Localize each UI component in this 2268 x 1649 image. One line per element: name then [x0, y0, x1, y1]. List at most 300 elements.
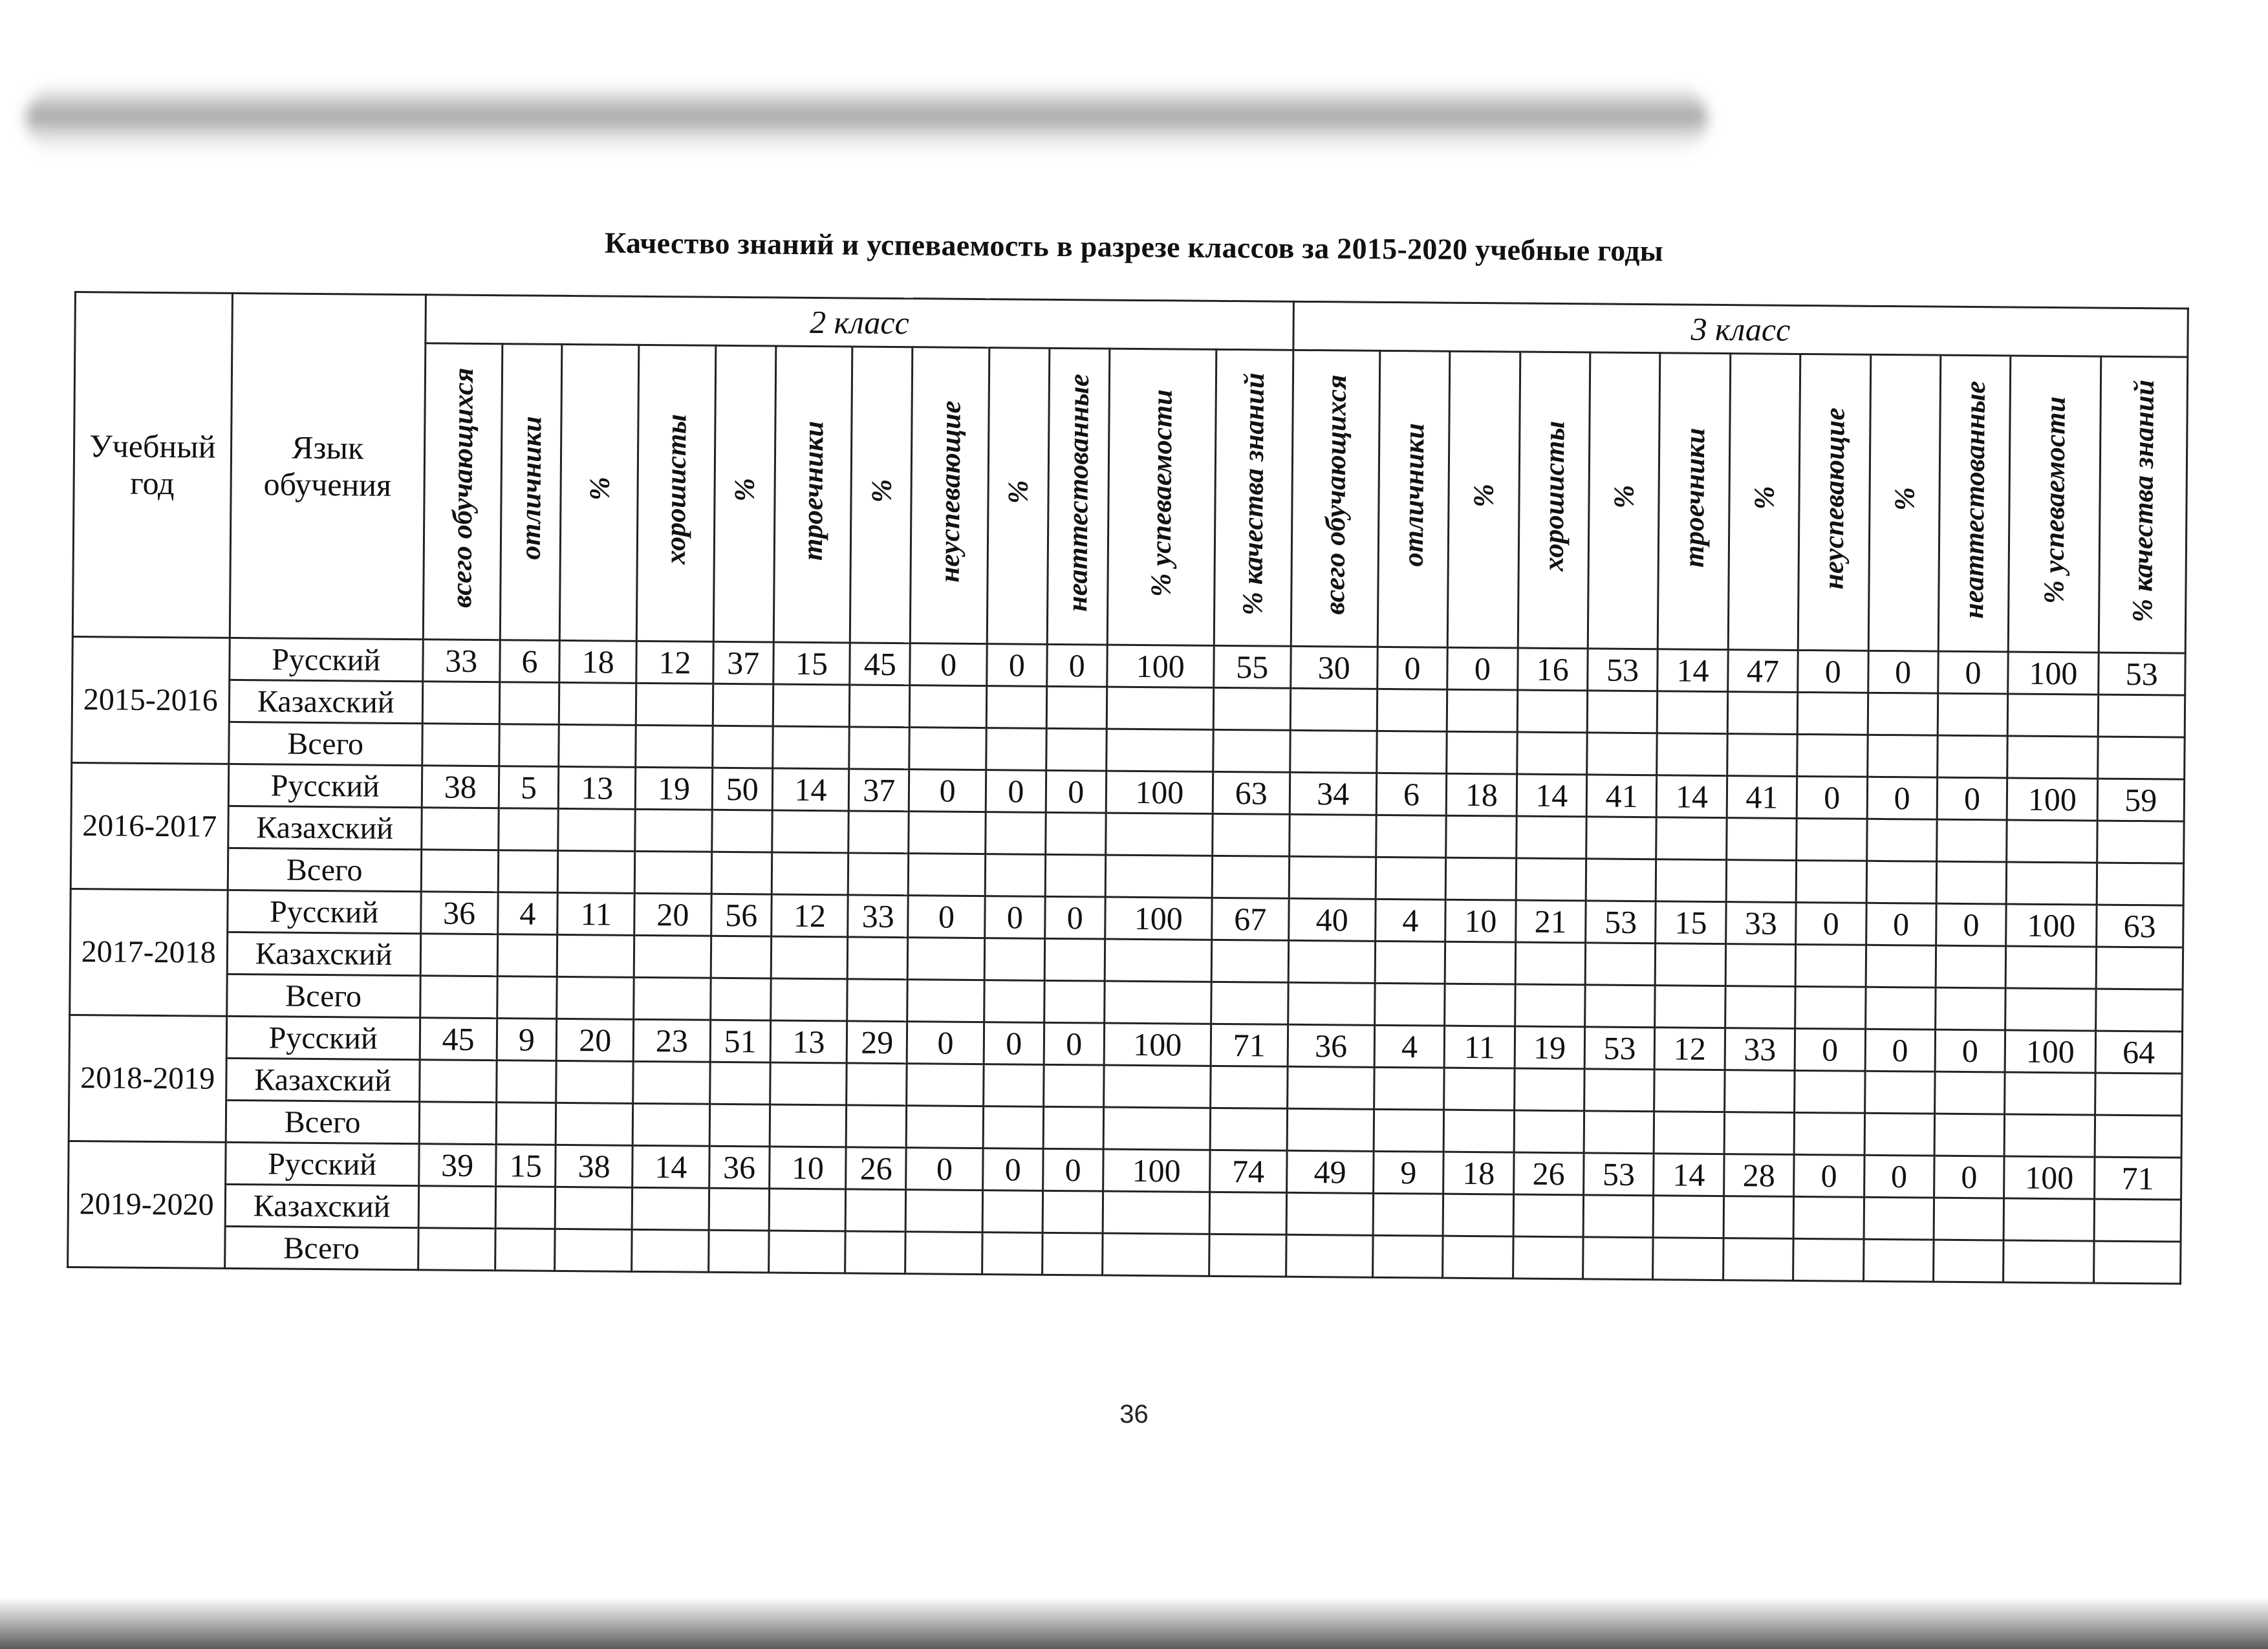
value-cell [1934, 1072, 2005, 1114]
value-cell [2004, 1114, 2095, 1157]
value-cell: 19 [635, 767, 712, 810]
value-cell [1447, 689, 1517, 732]
value-cell [420, 976, 497, 1018]
value-cell [773, 684, 850, 727]
value-cell [847, 1063, 907, 1106]
value-cell [1516, 816, 1586, 859]
metric-label: % качества знаний [2126, 379, 2160, 623]
value-cell [1726, 818, 1797, 861]
value-cell [2003, 1240, 2094, 1283]
value-cell [709, 1104, 770, 1147]
value-cell: 12 [771, 894, 848, 937]
value-cell: 56 [711, 894, 772, 936]
metric-label: % [1002, 480, 1035, 504]
metric-label: хорошисты [1537, 421, 1571, 572]
value-cell: 74 [1210, 1150, 1287, 1192]
value-cell [1868, 693, 1938, 735]
value-cell: 100 [1106, 771, 1213, 814]
page-number: 36 [1119, 1400, 1149, 1428]
value-cell [983, 1106, 1043, 1149]
value-cell [636, 725, 713, 768]
value-cell: 0 [908, 896, 985, 938]
value-cell: 14 [772, 768, 849, 811]
header-class3-metric-11 [2099, 356, 2188, 653]
value-cell [1376, 815, 1447, 857]
value-cell: 0 [906, 1148, 983, 1191]
value-cell [498, 808, 558, 851]
value-cell: 33 [1725, 902, 1796, 945]
value-cell [2005, 988, 2096, 1031]
value-cell [2095, 1073, 2182, 1116]
value-cell [1583, 1195, 1654, 1238]
value-cell [1937, 819, 2007, 862]
value-cell [422, 724, 499, 766]
value-cell: 0 [1447, 647, 1518, 690]
value-cell [1653, 1196, 1723, 1238]
value-cell [557, 934, 634, 977]
value-cell: 29 [847, 1021, 907, 1064]
value-cell [422, 808, 499, 850]
header-class2-metric-6 [850, 347, 913, 643]
value-cell: 38 [556, 1145, 632, 1187]
value-cell: 9 [497, 1018, 557, 1061]
header-class-3: 3 класс [1293, 301, 2188, 357]
value-cell [1797, 818, 1867, 861]
value-cell: 64 [2095, 1031, 2183, 1073]
header-class3-metric-0 [1291, 350, 1380, 647]
value-cell [1210, 1108, 1287, 1150]
value-cell: 63 [1213, 771, 1290, 814]
value-cell [1443, 1236, 1513, 1278]
value-cell [559, 682, 636, 725]
value-cell [1514, 1110, 1584, 1153]
value-cell [905, 1190, 982, 1233]
value-cell: 0 [1934, 1156, 2004, 1198]
value-cell [496, 1103, 556, 1145]
value-cell [1514, 1068, 1584, 1111]
value-cell [1105, 939, 1212, 982]
value-cell [1290, 730, 1377, 773]
value-cell [1447, 731, 1517, 774]
year-cell: 2019-2020 [68, 1141, 226, 1268]
value-cell [1444, 1068, 1515, 1110]
value-cell [1656, 817, 1727, 860]
value-cell: 0 [1796, 902, 1866, 945]
value-cell: 10 [1445, 900, 1516, 942]
header-class3-metric-4 [1588, 352, 1660, 649]
value-cell [1374, 1067, 1444, 1110]
header-row-classes [75, 292, 2188, 358]
scan-shadow-bottom [0, 1597, 2268, 1649]
value-cell [1106, 729, 1213, 771]
header-class3-metric-6 [1728, 354, 1800, 651]
metric-label: % [865, 479, 898, 503]
value-cell [1725, 944, 1796, 987]
value-cell: 26 [846, 1147, 906, 1190]
value-cell [909, 727, 986, 770]
value-cell: 53 [1586, 901, 1656, 943]
header-class2-metric-3 [636, 345, 715, 641]
value-cell: 63 [2096, 905, 2183, 947]
metric-label: всего обучающихся [446, 367, 480, 608]
value-cell [1213, 729, 1290, 772]
value-cell [634, 851, 711, 894]
value-cell [910, 685, 987, 728]
value-cell [2005, 946, 2096, 989]
value-cell: 33 [848, 895, 908, 938]
value-cell: 14 [632, 1145, 709, 1188]
value-cell [1726, 860, 1797, 903]
value-cell [1046, 686, 1107, 729]
value-cell [713, 684, 773, 726]
metric-label: % [1748, 486, 1780, 510]
value-cell: 0 [986, 770, 1046, 813]
value-cell: 0 [985, 896, 1045, 939]
value-cell [1513, 1236, 1583, 1279]
value-cell [1286, 1234, 1373, 1277]
value-cell: 67 [1212, 898, 1289, 940]
value-cell [986, 686, 1046, 729]
value-cell [770, 1062, 847, 1105]
value-cell [1102, 1233, 1209, 1276]
value-cell: 71 [2094, 1157, 2181, 1200]
value-cell [1934, 1114, 2005, 1156]
value-cell: 40 [1288, 898, 1376, 941]
value-cell [418, 1186, 495, 1229]
value-cell: 15 [1656, 901, 1726, 944]
value-cell [709, 1062, 770, 1105]
value-cell [1864, 1197, 1934, 1240]
value-cell: 51 [710, 1020, 770, 1062]
value-cell [419, 1102, 496, 1145]
value-cell [772, 726, 849, 769]
value-cell: 53 [1584, 1153, 1654, 1196]
value-cell [1289, 856, 1376, 899]
value-cell [2097, 863, 2184, 905]
value-cell [558, 850, 635, 893]
value-cell: 14 [1517, 774, 1587, 817]
year-cell: 2017-2018 [70, 889, 228, 1016]
value-cell: 0 [1798, 650, 1868, 693]
header-class2-metric-10 [1107, 349, 1216, 645]
value-cell [1515, 942, 1586, 985]
value-cell [2094, 1199, 2181, 1242]
value-cell: 18 [559, 640, 636, 683]
value-cell: 41 [1727, 776, 1797, 819]
value-cell: 0 [1938, 651, 2009, 694]
value-cell [2007, 694, 2098, 737]
header-class-2: 2 класс [426, 295, 1293, 350]
value-cell [1103, 1107, 1211, 1150]
header-class2-metric-5 [773, 346, 852, 643]
value-cell: 21 [1515, 900, 1586, 943]
value-cell: 15 [773, 642, 850, 685]
value-cell [495, 1229, 555, 1271]
value-cell: 12 [636, 641, 713, 684]
value-cell [1046, 812, 1106, 855]
value-cell [1377, 731, 1447, 773]
value-cell [1658, 691, 1728, 734]
value-cell [1656, 859, 1727, 902]
value-cell [1443, 1194, 1513, 1236]
value-cell [1042, 1233, 1102, 1275]
language-cell: Всего [228, 722, 422, 765]
value-cell [1103, 1191, 1210, 1234]
value-cell: 36 [421, 892, 498, 934]
value-cell [1445, 942, 1515, 984]
value-cell: 19 [1515, 1026, 1585, 1069]
value-cell [1656, 943, 1726, 986]
value-cell [632, 1229, 709, 1272]
value-cell: 0 [1795, 1028, 1865, 1071]
value-cell [771, 936, 848, 979]
value-cell [2096, 947, 2183, 989]
value-cell [1587, 691, 1658, 733]
value-cell [1866, 861, 1937, 903]
value-cell [712, 810, 772, 852]
value-cell: 33 [1725, 1028, 1795, 1071]
value-cell: 9 [1373, 1151, 1443, 1194]
value-cell [708, 1230, 768, 1273]
value-cell [1584, 1111, 1654, 1154]
value-cell [2093, 1241, 2181, 1284]
value-cell [1865, 987, 1936, 1029]
metric-label: % [728, 478, 761, 502]
value-cell [2005, 1072, 2095, 1115]
value-cell: 26 [1513, 1152, 1584, 1195]
value-cell: 0 [1044, 1022, 1104, 1065]
value-cell: 0 [1867, 777, 1938, 819]
value-cell [1797, 734, 1868, 777]
metric-label: % [583, 477, 616, 501]
value-cell [907, 980, 984, 1022]
value-cell [1517, 690, 1588, 733]
value-cell: 0 [1377, 647, 1448, 689]
value-cell [632, 1103, 709, 1146]
value-cell [1938, 735, 2008, 778]
value-cell [1375, 983, 1445, 1026]
language-cell: Русский [227, 890, 421, 933]
year-cell: 2018-2019 [69, 1015, 226, 1142]
value-cell: 13 [770, 1020, 847, 1063]
value-cell [907, 938, 984, 980]
value-cell [1797, 692, 1868, 735]
value-cell: 0 [1047, 644, 1107, 687]
value-cell: 20 [557, 1018, 634, 1061]
value-cell: 0 [1042, 1148, 1103, 1191]
value-cell: 0 [987, 644, 1047, 687]
value-cell [1377, 689, 1447, 731]
value-cell [499, 724, 559, 767]
header-class2-metric-2 [560, 344, 639, 641]
value-cell [711, 936, 771, 978]
value-cell: 33 [423, 640, 500, 682]
value-cell: 4 [497, 892, 557, 935]
value-cell: 10 [769, 1147, 846, 1189]
value-cell [1045, 854, 1105, 897]
value-cell [2095, 1115, 2182, 1158]
value-cell: 38 [422, 766, 499, 808]
year-cell: 2015-2016 [72, 636, 230, 764]
value-cell [1727, 692, 1798, 735]
value-cell: 14 [1658, 649, 1728, 692]
value-cell: 23 [633, 1019, 710, 1062]
value-cell [1107, 687, 1214, 729]
header-class3-metric-10 [2008, 356, 2101, 652]
language-cell: Всего [226, 974, 420, 1017]
value-cell [1209, 1234, 1286, 1277]
header-class3-metric-7 [1798, 354, 1870, 651]
value-cell [710, 978, 770, 1020]
value-cell [1287, 1066, 1374, 1109]
value-cell [1936, 945, 2006, 988]
value-cell: 45 [420, 1018, 497, 1061]
metric-label: % [1888, 487, 1921, 512]
value-cell [1723, 1196, 1794, 1239]
value-cell: 14 [1657, 775, 1727, 818]
language-cell: Всего [228, 848, 422, 891]
value-cell [1211, 982, 1288, 1024]
value-cell [907, 1064, 984, 1106]
value-cell [1795, 986, 1866, 1029]
language-cell: Казахский [225, 1184, 419, 1227]
value-cell: 53 [2098, 652, 2185, 695]
value-cell: 4 [1376, 899, 1446, 942]
table-body [68, 636, 2186, 1284]
value-cell [709, 1188, 769, 1231]
value-cell [848, 811, 909, 854]
value-cell [1657, 733, 1727, 776]
metric-label: неаттестованные [1958, 380, 1992, 619]
value-cell [1290, 688, 1377, 731]
value-cell [1212, 856, 1289, 898]
header-language: Язык обучения [230, 293, 426, 639]
value-cell [1288, 982, 1375, 1025]
value-cell [1044, 938, 1105, 981]
language-cell: Русский [228, 764, 422, 807]
value-cell [905, 1232, 982, 1275]
value-cell [1213, 687, 1290, 730]
metric-label: отличники [1397, 423, 1431, 567]
value-cell: 100 [2004, 1156, 2095, 1199]
value-cell [1044, 980, 1105, 1023]
value-cell [1445, 857, 1516, 900]
value-cell [635, 809, 712, 852]
metric-label: отличники [514, 416, 548, 561]
value-cell: 0 [1865, 1029, 1936, 1072]
value-cell: 14 [1654, 1154, 1724, 1196]
language-cell: Всего [224, 1226, 418, 1269]
metric-label: неаттестованные [1061, 373, 1096, 612]
value-cell [1864, 1071, 1935, 1114]
value-cell: 36 [1288, 1024, 1375, 1067]
header-year: Учебный год [72, 292, 232, 638]
value-cell: 6 [499, 640, 559, 683]
value-cell [986, 728, 1046, 771]
value-cell [498, 850, 558, 893]
metric-label: % успеваемости [2038, 396, 2071, 605]
metric-label: троечники [796, 420, 830, 561]
language-cell: Казахский [226, 1058, 420, 1101]
value-cell [982, 1233, 1042, 1275]
value-cell [1286, 1192, 1374, 1235]
year-cell: 2016-2017 [70, 762, 228, 890]
value-cell [420, 1060, 497, 1103]
value-cell [499, 682, 559, 725]
value-cell: 71 [1211, 1024, 1288, 1066]
value-cell [1373, 1193, 1443, 1236]
value-cell [1585, 943, 1656, 986]
value-cell [2098, 695, 2185, 737]
header-class2-metric-7 [911, 347, 989, 644]
metric-label: % успеваемости [1145, 389, 1179, 598]
header-class2-metric-4 [713, 345, 775, 642]
value-cell: 13 [559, 766, 636, 809]
value-cell [906, 1106, 983, 1148]
value-cell [559, 724, 636, 767]
value-cell: 55 [1214, 645, 1291, 688]
value-cell: 100 [1103, 1149, 1210, 1192]
value-cell [556, 1061, 633, 1103]
value-cell [772, 852, 848, 895]
value-cell [634, 977, 711, 1020]
value-cell: 0 [909, 770, 986, 812]
value-cell [496, 1061, 556, 1103]
value-cell [1376, 857, 1446, 900]
header-class3-metric-3 [1518, 352, 1590, 649]
value-cell [1515, 984, 1585, 1027]
value-cell: 0 [1046, 770, 1106, 813]
value-cell [1287, 1108, 1374, 1151]
value-cell: 0 [1868, 651, 1938, 693]
header-class2-metric-1 [500, 344, 562, 641]
value-cell [1934, 1198, 2004, 1240]
value-cell [1794, 1112, 1864, 1155]
value-cell [418, 1228, 495, 1271]
value-cell [1795, 1070, 1865, 1113]
language-cell: Русский [229, 638, 423, 681]
value-cell [421, 850, 498, 892]
value-cell [1211, 1066, 1288, 1108]
value-cell: 0 [1937, 777, 2007, 820]
value-cell [847, 1105, 907, 1148]
value-cell [1864, 1113, 1935, 1156]
value-cell [1103, 1065, 1211, 1108]
value-cell [847, 979, 907, 1022]
value-cell [772, 810, 848, 853]
value-cell [2007, 820, 2097, 863]
value-cell: 16 [1517, 648, 1588, 691]
value-cell [984, 1064, 1044, 1107]
value-cell: 11 [1444, 1026, 1515, 1068]
value-cell [2006, 862, 2097, 905]
value-cell [1863, 1239, 1934, 1282]
value-cell [1586, 859, 1656, 901]
document-title: Качество знаний и успеваемость в разрезе классов за 2015-2020 учебные годы [604, 226, 1664, 268]
value-cell: 59 [2097, 779, 2185, 821]
grades-table [67, 291, 2189, 1285]
value-cell [636, 683, 713, 726]
value-cell: 100 [1105, 897, 1212, 940]
value-cell: 12 [1654, 1028, 1725, 1070]
value-cell: 0 [1797, 776, 1867, 819]
value-cell: 4 [1374, 1025, 1445, 1068]
value-cell [1866, 819, 1937, 861]
value-cell: 36 [709, 1146, 769, 1189]
value-cell [2007, 736, 2098, 779]
value-cell [769, 1189, 846, 1231]
value-cell: 50 [712, 768, 772, 810]
